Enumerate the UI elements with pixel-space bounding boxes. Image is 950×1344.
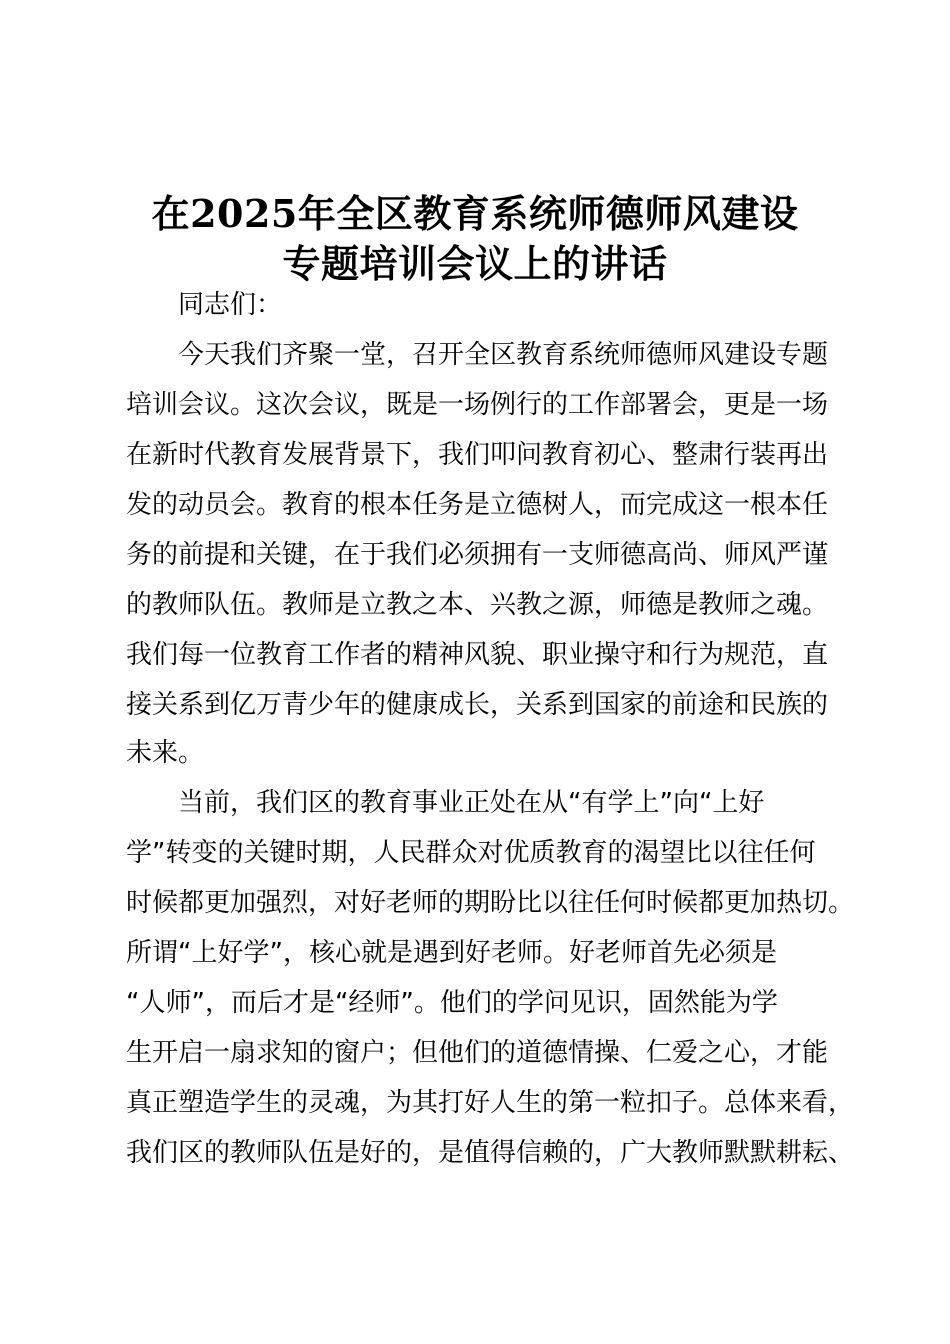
- body-line: 接关系到亿万青少年的健康成长，关系到国家的前途和民族的: [126, 690, 829, 720]
- salutation: 同志们：: [178, 290, 283, 320]
- body-line: 我们区的教师队伍是好的，是值得信赖的，广大教师默默耕耘、: [126, 1138, 855, 1168]
- body-line: 我们每一位教育工作者的精神风貌、职业操守和行为规范，直: [126, 640, 829, 670]
- body-line: 的教师队伍。教师是立教之本、兴教之源，师德是教师之魂。: [126, 590, 829, 620]
- body-line: 时候都更加强烈，对好老师的期盼比以往任何时候都更加热切。: [126, 888, 855, 918]
- body-line: 生开启一扇求知的窗户；但他们的道德情操、仁爱之心，才能: [126, 1038, 829, 1068]
- document-title-line-2: 专题培训会议上的讲话: [282, 241, 668, 286]
- body-line: 在新时代教育发展背景下，我们叩问教育初心、整肃行装再出: [126, 440, 829, 470]
- body-line: 未来。: [126, 738, 205, 768]
- body-line: 学”转变的关键时期，人民群众对优质教育的渴望比以往任何: [126, 838, 816, 868]
- body-line: 所谓“上好学”，核心就是遇到好老师。好老师首先必须是: [126, 938, 777, 968]
- body-line: 发的动员会。教育的根本任务是立德树人，而完成这一根本任: [126, 490, 829, 520]
- body-line: “人师”，而后才是“经师”。他们的学问见识，固然能为学: [126, 988, 778, 1018]
- body-line: 今天我们齐聚一堂，召开全区教育系统师德师风建设专题: [178, 340, 829, 370]
- body-line: 务的前提和关键，在于我们必须拥有一支师德高尚、师风严谨: [126, 540, 829, 570]
- body-line: 真正塑造学生的灵魂，为其打好人生的第一粒扣子。总体来看，: [126, 1088, 855, 1118]
- document-title-line-1: 在2025年全区教育系统师德师风建设: [151, 191, 799, 236]
- body-line: 培训会议。这次会议，既是一场例行的工作部署会，更是一场: [126, 390, 829, 420]
- body-line: 当前，我们区的教育事业正处在从“有学上”向“上好: [178, 788, 765, 818]
